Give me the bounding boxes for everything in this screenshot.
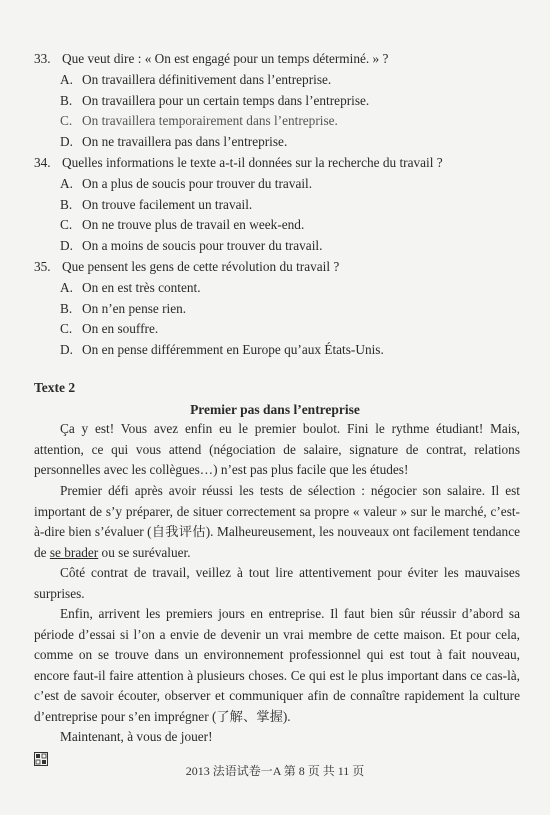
- paragraph-1: [34, 419, 520, 481]
- option-letter: B.: [60, 197, 73, 212]
- option-text: On trouve facilement un travail.: [82, 197, 253, 212]
- option-text: On travaillera pour un certain temps dans l’entreprise.: [82, 93, 370, 108]
- question-33: [34, 50, 388, 67]
- question-text: Que pensent les gens de cette révolution du travail ?: [62, 259, 340, 274]
- option-34-c: [60, 216, 304, 233]
- option-text: On n’en pense rien.: [82, 301, 187, 316]
- option-35-a: [60, 279, 201, 296]
- option-33-a: [60, 71, 331, 88]
- option-35-c: [60, 320, 158, 337]
- option-text: On en souffre.: [82, 321, 159, 336]
- option-text: On a plus de soucis pour trouver du travail.: [82, 176, 313, 191]
- paragraph-4: [34, 604, 520, 727]
- paragraph-text: Premier défi après avoir réussi les tests de sélection : négocier son salaire. Il est important de s’y préparer, de situer correctement sa propre « valeur » sur le marché, c’est-à-dire bien s’évaluer (自我评估). Malheureusement, les nouveaux ont facilement tendance de: [34, 483, 520, 560]
- option-33-d: [60, 133, 287, 150]
- question-number: 34.: [34, 155, 51, 170]
- paragraph-text: ou se surévaluer.: [98, 544, 191, 560]
- option-text: On travaillera temporairement dans l’entreprise.: [82, 113, 338, 128]
- option-letter: B.: [60, 301, 73, 316]
- option-letter: D.: [60, 134, 73, 149]
- option-text: On ne trouve plus de travail en week-end.: [82, 217, 305, 232]
- option-letter: B.: [60, 93, 73, 108]
- question-34: [34, 154, 443, 171]
- section-label: Texte 2: [34, 380, 76, 395]
- option-35-d: [60, 341, 384, 358]
- paragraph-text: Maintenant, à vous de jouer!: [60, 729, 213, 744]
- question-text: Quelles informations le texte a-t-il données sur la recherche du travail ?: [62, 155, 443, 170]
- option-34-a: [60, 175, 312, 192]
- underlined-term: se brader: [49, 544, 99, 560]
- paragraph-text: Côté contrat de travail, veillez à tout lire attentivement pour éviter les mauvaises surprises.: [34, 565, 520, 601]
- option-letter: D.: [60, 342, 73, 357]
- paragraph-text: Enfin, arrivent les premiers jours en entreprise. Il faut bien sûr réussir d’abord sa période d’essai si l’on a envie de devenir un vrai membre de cette maison. Et pour cela, comme on se trouve dans un environnement professionnel qui est tout à fait nouveau, encore faut-il faire attention à plusieurs choses. Ce qui est le plus important dans ce cas-là, c’est de savoir écouter, observer et communiquer afin de connaître rapidement la culture d’entreprise pour s’en imprégner (了解、掌握).: [34, 606, 520, 724]
- question-text: Que veut dire : « On est engagé pour un temps déterminé. » ?: [62, 51, 389, 66]
- option-letter: A.: [60, 280, 73, 295]
- option-text: On a moins de soucis pour trouver du travail.: [82, 238, 323, 253]
- option-letter: C.: [60, 113, 73, 128]
- page-footer: 2013 法语试卷一A 第 8 页 共 11 页: [185, 764, 365, 778]
- option-34-d: [60, 237, 322, 254]
- option-34-b: [60, 196, 252, 213]
- question-number: 35.: [34, 259, 51, 274]
- paragraph-2: [34, 481, 520, 563]
- option-letter: C.: [60, 217, 73, 232]
- text-title: Premier pas dans l’entreprise: [190, 402, 360, 417]
- option-text: On en est très content.: [82, 280, 201, 295]
- option-35-b: [60, 300, 186, 317]
- option-letter: A.: [60, 176, 73, 191]
- option-33-c: [60, 112, 338, 129]
- option-text: On en pense différemment en Europe qu’aux États-Unis.: [82, 342, 384, 357]
- paragraph-3: [34, 563, 520, 604]
- question-35: [34, 258, 339, 275]
- option-letter: D.: [60, 238, 73, 253]
- paragraph-text: Ça y est! Vous avez enfin eu le premier boulot. Fini le rythme étudiant! Mais, attention, ce qui vous attend (négociation de salaire, signature de contrat, relations personnelles avec les collègues…) n’est pas plus facile que les études!: [34, 421, 520, 477]
- paragraph-5: [34, 727, 520, 748]
- question-number: 33.: [34, 51, 51, 66]
- option-letter: A.: [60, 72, 73, 87]
- option-33-b: [60, 92, 369, 109]
- option-text: On ne travaillera pas dans l’entreprise.: [82, 134, 288, 149]
- option-letter: C.: [60, 321, 73, 336]
- option-text: On travaillera définitivement dans l’entreprise.: [82, 72, 332, 87]
